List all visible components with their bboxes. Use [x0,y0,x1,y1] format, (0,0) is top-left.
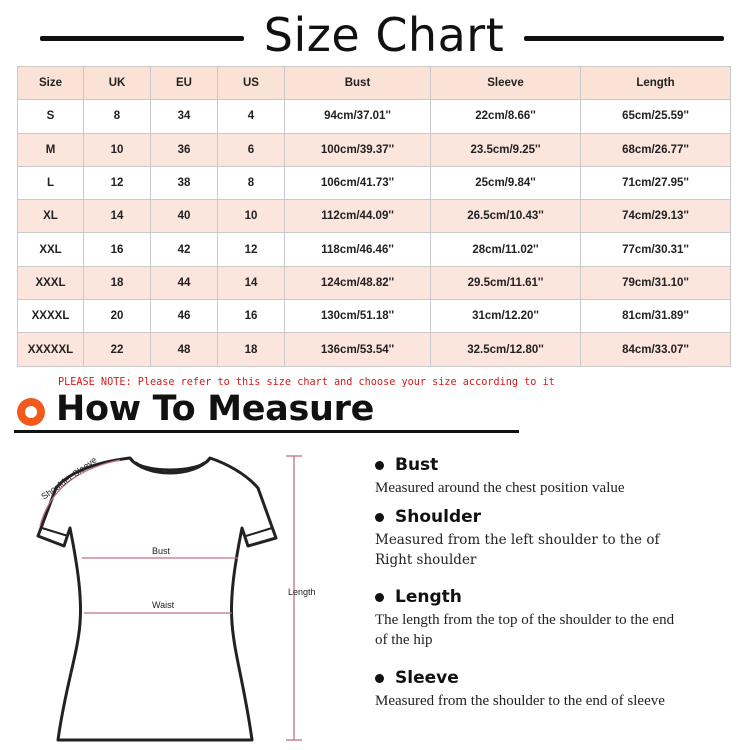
size-cell: XXL [18,233,84,266]
length-cell: 65cm/25.59'' [581,100,731,133]
us-cell: 8 [218,166,285,199]
sleeve-cell: 29.5cm/11.61'' [431,266,581,299]
column-header: Sleeve [431,67,581,100]
sleeve-cell: 26.5cm/10.43'' [431,200,581,233]
uk-cell: 18 [84,266,151,299]
eu-cell: 36 [151,133,218,166]
column-header: Size [18,67,84,100]
size-cell: M [18,133,84,166]
length-cell: 74cm/29.13'' [581,200,731,233]
table-row [18,100,731,133]
size-table [17,66,731,367]
measure-item-bust [375,455,745,498]
bullet-icon [375,593,384,602]
bust-cell: 106cm/41.73'' [285,166,431,199]
uk-cell: 16 [84,233,151,266]
bust-cell: 124cm/48.82'' [285,266,431,299]
eu-cell: 46 [151,300,218,333]
size-cell: XL [18,200,84,233]
table-row [18,300,731,333]
sleeve-cell: 25cm/9.84'' [431,166,581,199]
sleeve-cell: 22cm/8.66'' [431,100,581,133]
eu-cell: 38 [151,166,218,199]
measure-item-desc: Measured from the left shoulder to the of Right shoulder [375,532,660,568]
table-row [18,233,731,266]
table-row [18,200,731,233]
table-row [18,266,731,299]
eu-cell: 44 [151,266,218,299]
uk-cell: 20 [84,300,151,333]
column-header: UK [84,67,151,100]
measure-item-shoulder [375,507,675,570]
measure-item-heading [375,587,675,607]
bust-cell: 112cm/44.09'' [285,200,431,233]
measure-item-desc: The length from the top of the shoulder to the end of the hip [375,612,675,648]
uk-cell: 10 [84,133,151,166]
length-cell: 71cm/27.95'' [581,166,731,199]
tshirt-diagram [20,448,330,743]
title-rule-left [40,36,244,41]
bullet-icon [375,461,384,470]
size-cell: XXXXL [18,300,84,333]
measure-item-label: Bust [395,455,439,475]
us-cell: 12 [218,233,285,266]
length-cell: 84cm/33.07'' [581,333,731,366]
bust-cell: 94cm/37.01'' [285,100,431,133]
measure-item-label: Sleeve [395,668,459,688]
us-cell: 16 [218,300,285,333]
section-rule [14,430,519,433]
size-cell: S [18,100,84,133]
measure-item-label: Length [395,587,462,607]
sleeve-cell: 31cm/12.20'' [431,300,581,333]
us-cell: 14 [218,266,285,299]
title-rule-right [524,36,724,41]
measure-item-label: Shoulder [395,507,482,527]
size-cell: XXXXXL [18,333,84,366]
size-cell: L [18,166,84,199]
length-cell: 79cm/31.10'' [581,266,731,299]
how-to-measure-title: How To Measure [56,389,375,429]
eu-cell: 40 [151,200,218,233]
us-cell: 10 [218,200,285,233]
waist-label: Waist [152,600,175,610]
measure-item-heading [375,455,745,475]
measure-item-heading [375,668,685,688]
measure-item-heading [375,507,675,527]
us-cell: 6 [218,133,285,166]
uk-cell: 12 [84,166,151,199]
length-cell: 81cm/31.89'' [581,300,731,333]
table-header-row [18,67,731,100]
size-chart-header [0,4,750,66]
length-cell: 68cm/26.77'' [581,133,731,166]
measure-item-sleeve [375,668,685,711]
bullet-icon [375,674,384,683]
uk-cell: 8 [84,100,151,133]
eu-cell: 42 [151,233,218,266]
bust-cell: 118cm/46.46'' [285,233,431,266]
target-icon [17,398,45,426]
column-header: EU [151,67,218,100]
column-header: Bust [285,67,431,100]
uk-cell: 14 [84,200,151,233]
page-title: Size Chart [263,8,505,62]
measure-item-desc: Measured from the shoulder to the end of sleeve [375,693,665,709]
bust-cell: 100cm/39.37'' [285,133,431,166]
eu-cell: 34 [151,100,218,133]
bust-cell: 130cm/51.18'' [285,300,431,333]
bust-label: Bust [152,546,171,556]
size-cell: XXXL [18,266,84,299]
sleeve-cell: 28cm/11.02'' [431,233,581,266]
us-cell: 4 [218,100,285,133]
bullet-icon [375,513,384,522]
table-row [18,133,731,166]
table-row [18,166,731,199]
measure-item-desc: Measured around the chest position value [375,480,625,496]
measure-item-length [375,587,675,650]
sleeve-cell: 32.5cm/12.80'' [431,333,581,366]
table-row [18,333,731,366]
column-header: Length [581,67,731,100]
length-label: Length [288,587,316,597]
size-note: PLEASE NOTE: Please refer to this size chart and choose your size according to it [58,377,555,388]
sleeve-cell: 23.5cm/9.25'' [431,133,581,166]
eu-cell: 48 [151,333,218,366]
length-cell: 77cm/30.31'' [581,233,731,266]
tshirt-outline [38,458,276,740]
bust-cell: 136cm/53.54'' [285,333,431,366]
us-cell: 18 [218,333,285,366]
shoulder-sleeve-label: Shoulder Sleeve [39,454,99,502]
uk-cell: 22 [84,333,151,366]
column-header: US [218,67,285,100]
